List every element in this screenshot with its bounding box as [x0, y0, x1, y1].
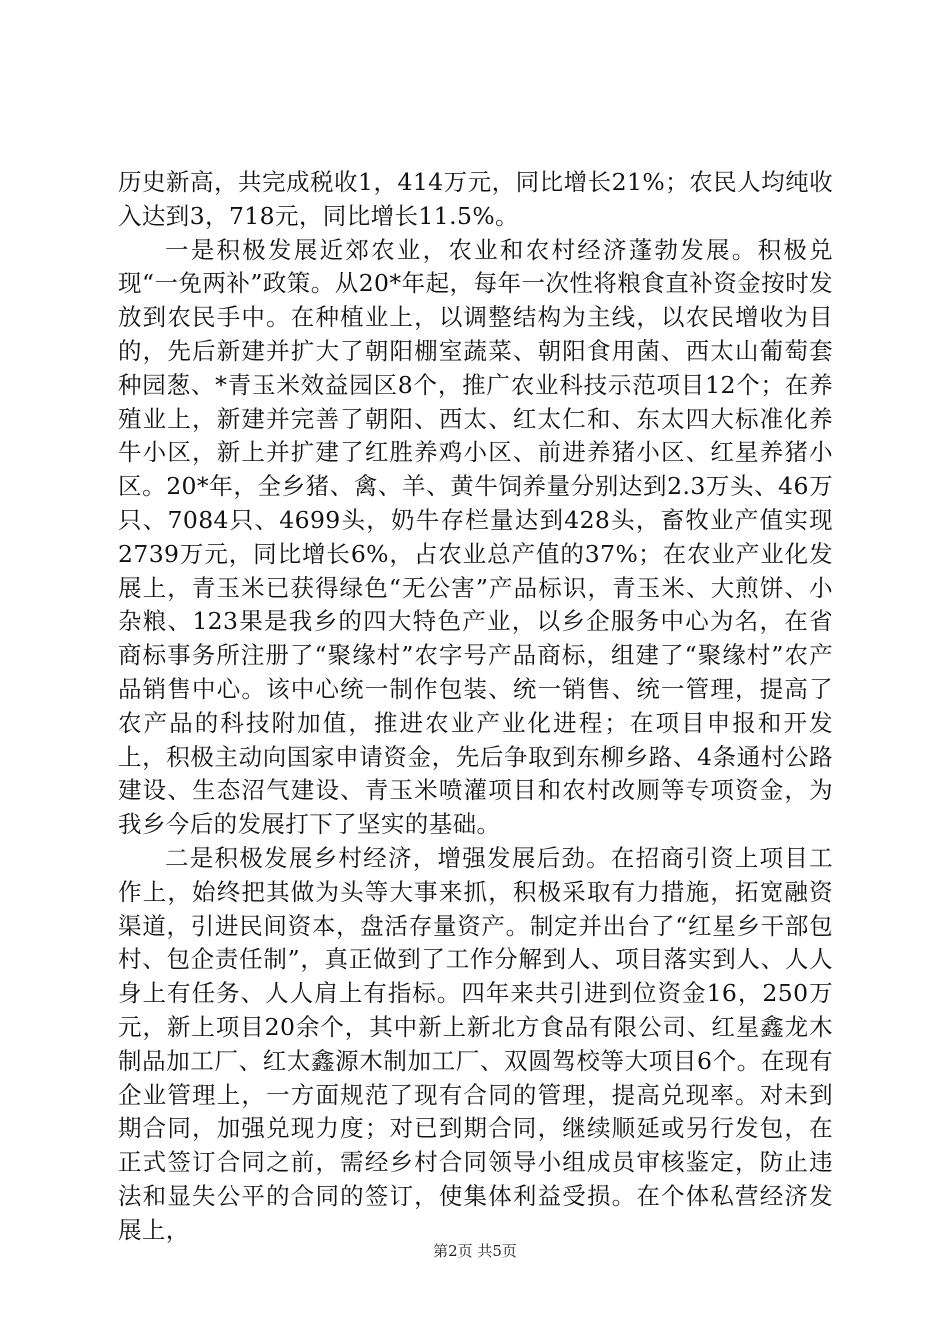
paragraph-rural-economy: 二是积极发展乡村经济，增强发展后劲。在招商引资上项目工作上，始终把其做为头等大事来抓，积极采取有力措施，拓宽融资渠道，引进民间资本，盘活存量资产。制定并出台了“红星乡干部包村、包企责任制”，真正做到了工作分解到人、项目落实到人、人人身上有任务、人人肩上有指标。四年来共引进到位资金16，250万元，新上项目20余个，其中新上新北方食品有限公司、红星鑫龙木制品加工厂、红太鑫源木制加工厂、双圆驾校等大项目6个。在现有企业管理上，一方面规范了现有合同的管理，提高兑现率。对未到期合同，加强兑现力度；对已到期合同，继续顺延或另行发包，在正式签订合同之前，需经乡村合同领导小组成员审核鉴定，防止违法和显失公平的合同的签订，使集体利益受损。在个体私营经济发展上， — [118, 843, 833, 1244]
paragraph-agriculture: 一是积极发展近郊农业，农业和农村经济蓬勃发展。积极兑现“一免两补”政策。从20*年起，每年一次性将粮食直补资金按时发放到农民手中。在种植业上，以调整结构为主线，以农民增收为目的，先后新建并扩大了朝阳棚室蔬菜、朝阳食用菌、西太山葡萄套种园葱、*青玉米效益园区8个，推广农业科技示范项目12个；在养殖业上，新建并完善了朝阳、西太、红太仁和、东太四大标准化养牛小区，新上并扩建了红胜养鸡小区、前进养猪小区、红星养猪小区。20*年，全乡猪、禽、羊、黄牛饲养量分别达到2.3万头、46万只、7084只、4699头，奶牛存栏量达到428头，畜牧业产值实现2739万元，同比增长6%，占农业总产值的37%；在农业产业化发展上，青玉米已获得绿色“无公害”产品标识，青玉米、大煎饼、小杂粮、123果是我乡的四大特色产业，以乡企服务中心为名，在省商标事务所注册了“聚缘村”农字号产品商标，组建了“聚缘村”农产品销售中心。该中心统一制作包装、统一销售、统一管理，提高了农产品的科技附加值，推进农业产业化进程；在项目申报和开发上，积极主动向国家申请资金，先后争取到东柳乡路、4条通村公路建设、生态沼气建设、青玉米喷灌项目和农村改厕等专项资金，为我乡今后的发展打下了坚实的基础。 — [118, 235, 833, 839]
paragraph-continuation: 历史新高，共完成税收1，414万元，同比增长21%；农民人均纯收入达到3，718元，同比增长11.5%。 — [118, 168, 833, 230]
document-body — [118, 166, 833, 1248]
page-footer: 第2页 共5页 — [433, 1242, 517, 1260]
